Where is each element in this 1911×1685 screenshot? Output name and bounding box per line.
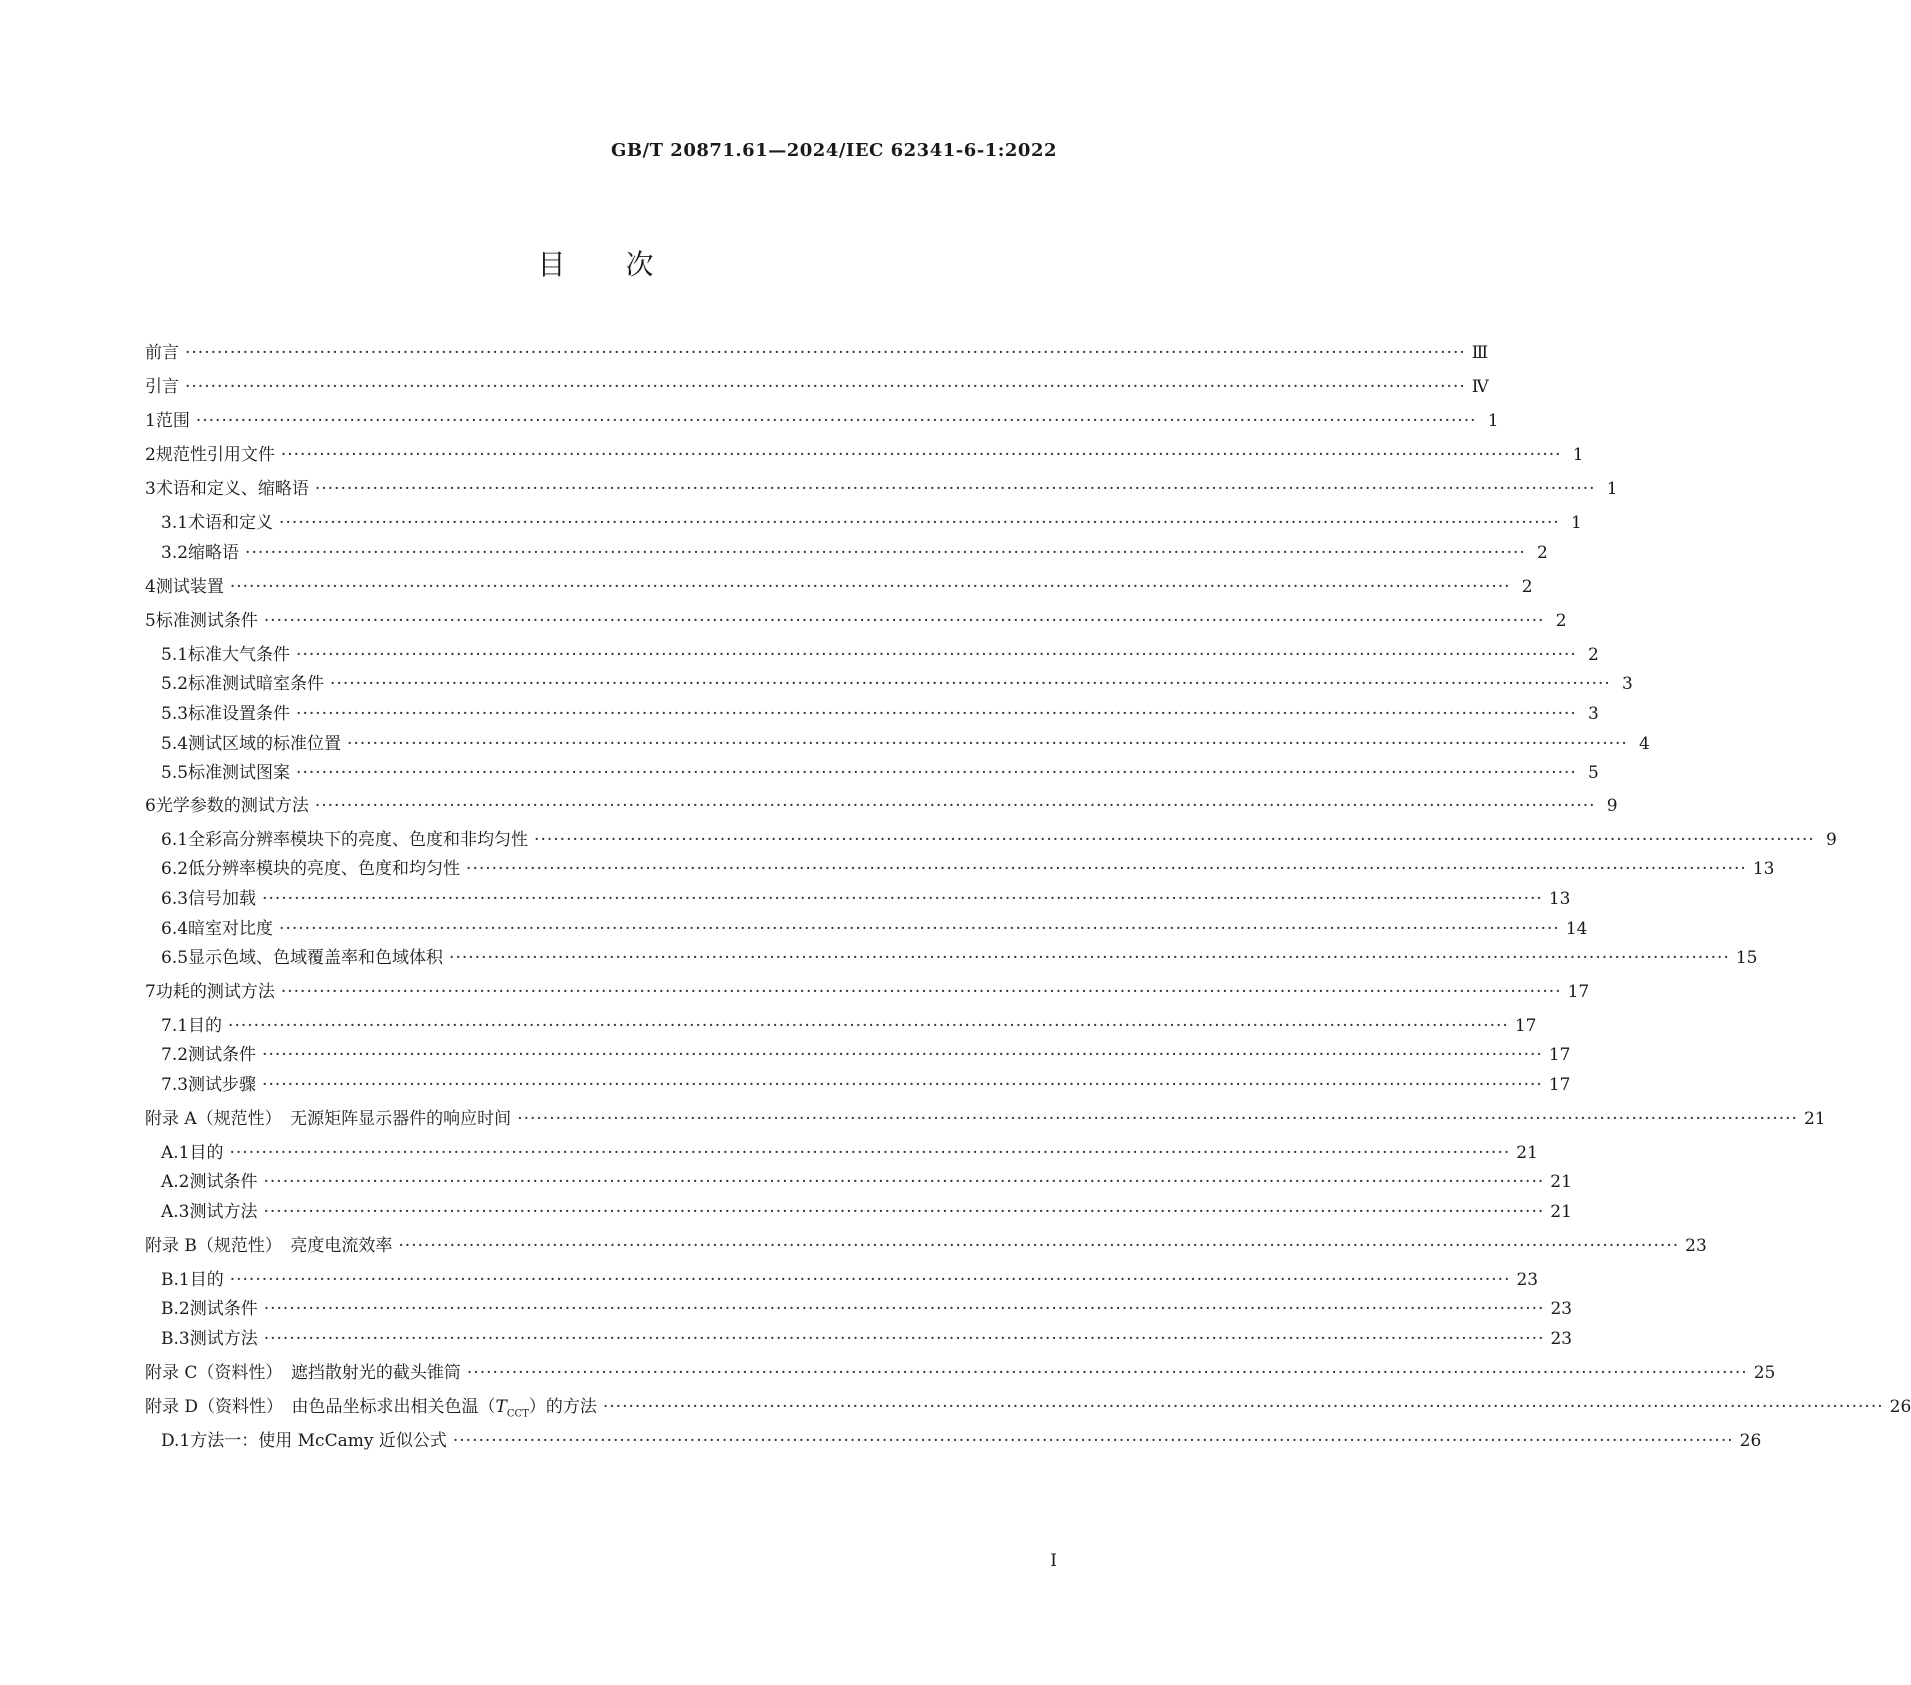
toc-leader-dots: ········································································································································································································ — [263, 1172, 1545, 1192]
toc-entry-label: 测试区域的标准位置 — [188, 734, 342, 754]
toc-leader-dots: ········································································································································································································ — [280, 445, 1562, 465]
toc-leader-dots: ········································································································································································································ — [195, 411, 1477, 431]
toc-entry-label: 标准设置条件 — [188, 704, 291, 724]
toc-entry-page: 17 — [1548, 1075, 1571, 1095]
toc-entry-number: 5.5 — [161, 763, 189, 783]
toc-entry[interactable] — [161, 1201, 1572, 1223]
toc-entry-label: 目的 — [189, 1143, 224, 1163]
toc-entry-page: 3 — [1587, 704, 1599, 724]
toc-leader-dots: ········································································································································································································ — [534, 830, 1815, 850]
toc-entry[interactable] — [161, 1269, 1539, 1291]
toc-entry-label: 前言 — [145, 343, 179, 363]
toc-entry-label: 目的 — [188, 1016, 223, 1036]
toc-entry-label: 功耗的测试方法 — [155, 982, 275, 1002]
toc-entry-page: 23 — [1516, 1270, 1539, 1290]
toc-entry-page: 26 — [1889, 1397, 1911, 1417]
toc-entry-page: 2 — [1587, 645, 1599, 665]
toc-entry[interactable] — [161, 1328, 1573, 1350]
toc-entry-page: 13 — [1752, 859, 1775, 879]
toc-entry-label: 测试装置 — [155, 577, 224, 597]
toc-entry-number: 5.3 — [161, 704, 189, 724]
toc-entry[interactable] — [145, 1108, 1826, 1130]
toc-entry-number: D.1 — [161, 1431, 191, 1451]
toc-entry-label: 光学参数的测试方法 — [155, 796, 309, 816]
toc-leader-dots: ········································································································································································································ — [296, 645, 1577, 665]
toc-leader-dots: ········································································································································································································ — [280, 982, 1562, 1002]
toc-entry-number: 3.2 — [161, 543, 189, 563]
toc-leader-dots: ········································································································································································································ — [262, 1045, 1543, 1065]
toc-entry-label: 方法一：使用 McCamy 近似公式 — [190, 1431, 447, 1451]
toc-entry[interactable] — [161, 1074, 1571, 1096]
toc-leader-dots: ········································································································································································································ — [262, 889, 1543, 909]
toc-leader-dots: ········································································································································································································ — [279, 919, 1560, 939]
toc-leader-dots: ········································································································································································································ — [602, 1397, 1884, 1417]
toc-entry[interactable] — [161, 762, 1599, 784]
toc-entry-number: 5.1 — [161, 645, 189, 665]
toc-entry-number: A.2 — [161, 1172, 190, 1192]
toc-entry-number: 5 — [145, 611, 156, 631]
toc-entry[interactable] — [145, 478, 1618, 500]
toc-entry-label: 测试方法 — [189, 1202, 258, 1222]
toc-entry[interactable] — [161, 918, 1588, 940]
toc-leader-dots: ········································································································································································································ — [229, 1270, 1511, 1290]
toc-entry-page: 17 — [1514, 1016, 1537, 1036]
toc-entry[interactable] — [145, 1235, 1707, 1257]
toc-entry-number: 5.2 — [161, 674, 189, 694]
toc-entry-number: 3 — [145, 479, 156, 499]
toc-entry-page: 23 — [1550, 1329, 1573, 1349]
toc-entry[interactable] — [145, 410, 1499, 432]
toc-entry-label: 术语和定义 — [188, 513, 274, 533]
toc-entry-label: 测试条件 — [188, 1045, 257, 1065]
toc-entry-label: 低分辨率模块的亮度、色度和均匀性 — [188, 859, 461, 879]
toc-entry-label: 附录 B（规范性） 亮度电流效率 — [145, 1236, 393, 1256]
toc-entry[interactable] — [161, 947, 1758, 969]
toc-entry-label: 显示色域、色域覆盖率和色域体积 — [188, 948, 444, 968]
toc-entry-page: 2 — [1555, 611, 1567, 631]
toc-entry-label: 标准测试条件 — [155, 611, 258, 631]
toc-leader-dots: ········································································································································································································ — [263, 1299, 1545, 1319]
document-header: GB/T 20871.61—2024/IEC 62341-6-1:2022 — [610, 140, 1057, 161]
toc-entry-page: 13 — [1548, 889, 1571, 909]
toc-leader-dots: ········································································································································································································ — [398, 1236, 1680, 1256]
toc-entry-page: 1 — [1572, 445, 1584, 465]
toc-entry-page: 4 — [1638, 734, 1650, 754]
toc-entry-page: 1 — [1487, 411, 1499, 431]
toc-entry-label: 测试条件 — [189, 1299, 258, 1319]
toc-entry-label: 附录 A（规范性） 无源矩阵显示器件的响应时间 — [145, 1109, 512, 1129]
toc-entry-label: 规范性引用文件 — [155, 445, 275, 465]
toc-leader-dots: ········································································································································································································ — [185, 343, 1466, 363]
toc-entry-page: 25 — [1753, 1363, 1776, 1383]
toc-entry-label: 附录 D（资料性） 由色品坐标求出相关色温$(T_{CCT})$的方法 — [145, 1397, 597, 1420]
toc-entry[interactable] — [161, 542, 1548, 564]
toc-entry-page: 26 — [1739, 1431, 1762, 1451]
toc-entry[interactable] — [145, 795, 1618, 817]
toc-entry[interactable] — [161, 673, 1633, 695]
toc-entry-page: 21 — [1516, 1143, 1538, 1163]
toc-entry-label: 术语和定义、缩略语 — [155, 479, 309, 499]
toc-leader-dots: ········································································································································································································ — [263, 1202, 1545, 1222]
toc-entry-label: 信号加载 — [188, 889, 257, 909]
toc-leader-dots: ········································································································································································································ — [185, 377, 1466, 397]
toc-entry-number: B.3 — [161, 1329, 190, 1349]
toc-entry-page: 5 — [1587, 763, 1599, 783]
toc-leader-dots: ········································································································································································································ — [314, 796, 1596, 816]
toc-entry-page: 9 — [1606, 796, 1618, 816]
toc-entry[interactable] — [161, 644, 1599, 666]
toc-leader-dots: ········································································································································································································ — [263, 611, 1545, 631]
toc-entry-page: 21 — [1803, 1109, 1826, 1129]
toc-leader-dots: ········································································································································································································ — [262, 1075, 1543, 1095]
toc-entry-number: 7.1 — [161, 1016, 189, 1036]
toc-entry-label: 暗室对比度 — [188, 919, 274, 939]
page-title: 目次 — [537, 248, 714, 281]
toc-entry-label: 目的 — [189, 1270, 224, 1290]
toc-entry[interactable] — [161, 1298, 1573, 1320]
toc-entry[interactable] — [145, 610, 1567, 632]
toc-entry[interactable] — [145, 1362, 1776, 1384]
toc-entry-page: 2 — [1521, 577, 1533, 597]
toc-entry[interactable] — [145, 342, 1489, 364]
toc-entry[interactable] — [161, 1015, 1537, 1037]
toc-entry-page: 23 — [1685, 1236, 1707, 1256]
toc-leader-dots: ········································································································································································································ — [347, 734, 1628, 754]
toc-entry[interactable] — [161, 703, 1599, 725]
toc-entry[interactable] — [161, 888, 1571, 910]
toc-entry-label: 附录 C（资料性） 遮挡散射光的截头锥筒 — [145, 1363, 461, 1383]
toc-entry-page: 15 — [1735, 948, 1758, 968]
toc-entry[interactable] — [145, 576, 1533, 598]
toc-entry-number: 6 — [145, 796, 156, 816]
toc-entry-page: 21 — [1550, 1202, 1572, 1222]
toc-entry-page: Ⅳ — [1471, 377, 1489, 397]
toc-entry[interactable] — [145, 444, 1584, 466]
toc-leader-dots: ········································································································································································································ — [229, 1143, 1511, 1163]
toc-entry-page: 1 — [1570, 513, 1582, 533]
toc-leader-dots: ········································································································································································································ — [229, 577, 1511, 597]
toc-entry-number: 3.1 — [161, 513, 189, 533]
toc-entry[interactable] — [145, 1396, 1911, 1425]
toc-entry-label: 测试条件 — [189, 1172, 258, 1192]
toc-leader-dots: ········································································································································································································ — [449, 948, 1730, 968]
toc-entry-number: 7.3 — [161, 1075, 189, 1095]
toc-entry-page: 17 — [1548, 1045, 1571, 1065]
toc-entry-number: 1 — [145, 411, 156, 431]
toc-entry-number: B.1 — [161, 1270, 190, 1290]
toc-entry-number: B.2 — [161, 1299, 190, 1319]
toc-entry[interactable] — [161, 1142, 1538, 1164]
toc-entry[interactable] — [145, 981, 1590, 1003]
toc-entry-number: 6.2 — [161, 859, 189, 879]
toc-leader-dots: ········································································································································································································ — [279, 513, 1560, 533]
toc-entry-label: 标准测试图案 — [188, 763, 291, 783]
toc-leader-dots: ········································································································································································································ — [466, 859, 1747, 879]
toc-entry-number: 7 — [145, 982, 156, 1002]
toc-entry-label: 标准测试暗室条件 — [188, 674, 325, 694]
toc-entry-label: 缩略语 — [188, 543, 240, 563]
toc-leader-dots: ········································································································································································································ — [452, 1431, 1734, 1451]
toc-leader-dots: ········································································································································································································ — [296, 763, 1577, 783]
page-number: I — [1050, 1551, 1057, 1571]
toc-entry-page: Ⅲ — [1471, 343, 1489, 363]
toc-leader-dots: ········································································································································································································ — [245, 543, 1526, 563]
toc-entry[interactable] — [161, 858, 1775, 880]
toc-leader-dots: ········································································································································································································ — [314, 479, 1596, 499]
toc-entry-number: 6.3 — [161, 889, 189, 909]
toc-entry-number: 5.4 — [161, 734, 189, 754]
toc-entry[interactable] — [145, 376, 1489, 398]
toc-entry-label: 标准大气条件 — [188, 645, 291, 665]
toc-leader-dots: ········································································································································································································ — [466, 1363, 1748, 1383]
toc-entry-label: 引言 — [145, 377, 179, 397]
toc-entry-number: 6.5 — [161, 948, 189, 968]
toc-leader-dots: ········································································································································································································ — [228, 1016, 1509, 1036]
toc-entry-number: A.1 — [161, 1143, 190, 1163]
toc-entry-number: 4 — [145, 577, 156, 597]
toc-entry-page: 23 — [1550, 1299, 1573, 1319]
toc-entry[interactable] — [161, 829, 1837, 851]
toc-entry-number: A.3 — [161, 1202, 190, 1222]
toc-entry[interactable] — [161, 1171, 1572, 1193]
toc-entry-label: 全彩高分辨率模块下的亮度、色度和非均匀性 — [188, 830, 529, 850]
toc-leader-dots: ········································································································································································································ — [263, 1329, 1545, 1349]
toc-leader-dots: ········································································································································································································ — [330, 674, 1611, 694]
toc-entry[interactable] — [161, 1044, 1571, 1066]
toc-entry-number: 2 — [145, 445, 156, 465]
toc-entry[interactable] — [161, 512, 1582, 534]
toc-entry-page: 14 — [1565, 919, 1588, 939]
toc-entry-number: 7.2 — [161, 1045, 189, 1065]
toc-entry-label: 测试步骤 — [188, 1075, 257, 1095]
toc-entry-label: 范围 — [155, 411, 190, 431]
toc-entry-page: 17 — [1567, 982, 1590, 1002]
toc-entry-page: 21 — [1550, 1172, 1572, 1192]
toc-leader-dots: ········································································································································································································ — [296, 704, 1577, 724]
toc-entry-number: 6.4 — [161, 919, 189, 939]
toc-entry-page: 9 — [1825, 830, 1837, 850]
toc-entry-page: 3 — [1621, 674, 1633, 694]
toc-entry-page: 1 — [1606, 479, 1618, 499]
toc-leader-dots: ········································································································································································································ — [517, 1109, 1798, 1129]
toc-entry-page: 2 — [1536, 543, 1548, 563]
toc-entry[interactable] — [161, 1430, 1762, 1452]
toc-entry-label: 测试方法 — [189, 1329, 258, 1349]
toc-entry-number: 6.1 — [161, 830, 189, 850]
toc-entry[interactable] — [161, 733, 1650, 755]
